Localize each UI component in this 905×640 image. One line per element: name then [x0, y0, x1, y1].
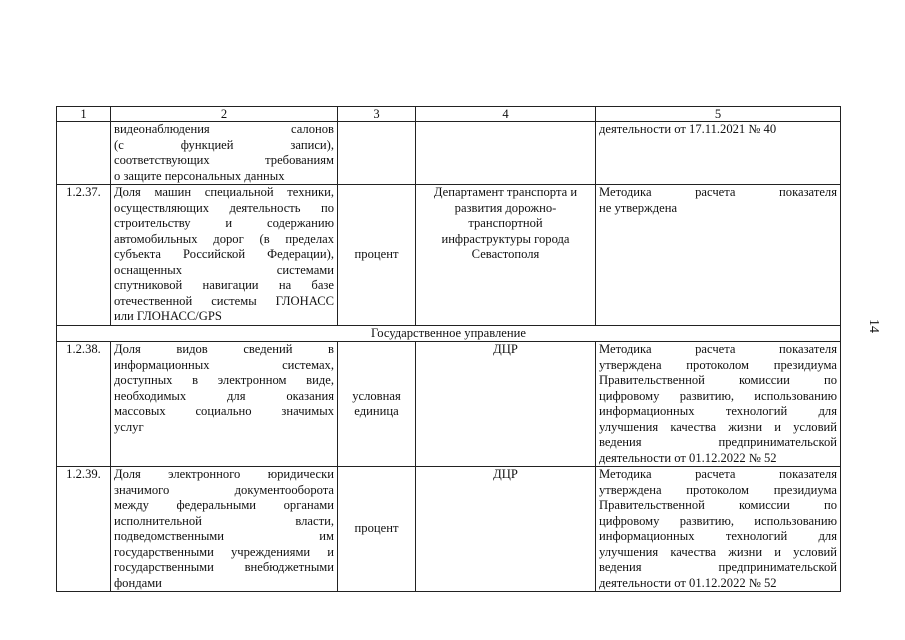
unit-cell: процент	[338, 185, 416, 326]
indicators-table	[56, 106, 841, 592]
table-header-row	[57, 107, 841, 122]
row-number: 1.2.38.	[57, 342, 111, 467]
table-row	[57, 122, 841, 185]
indicator-name: Доля видов сведений в информационных системах, доступных в электронном виде, необходимых для оказания массовых социально значимых услуг	[111, 342, 338, 467]
header-col-4: 4	[416, 107, 596, 122]
indicator-name: Доля машин специальной техники, осуществляющих деятельность по строительству и содержанию автомобильных дорог (в пределах субъекта Российской Федерации), оснащенных системами спутниковой навигации на базе отечественной системы ГЛОНАСС или ГЛОНАСС/GPS	[111, 185, 338, 326]
section-row	[57, 325, 841, 342]
unit-cell: процент	[338, 467, 416, 592]
responsible-cell: ДЦР	[416, 467, 596, 592]
methodology-cell: Методика расчета показателя не утверждена	[596, 185, 841, 326]
methodology-cell: Методика расчета показателя утверждена протоколом президиума Правительственной комиссии по цифровому развитию, использованию информационных технологий для улучшения качества жизни и условий ведения предпринимательской деятельности от 01.12.2022 № 52	[596, 342, 841, 467]
methodology-cell: Методика расчета показателя утверждена протоколом президиума Правительственной комиссии по цифровому развитию, использованию информационных технологий для улучшения качества жизни и условий ведения предпринимательской деятельности от 01.12.2022 № 52	[596, 467, 841, 592]
table-row	[57, 467, 841, 592]
page-number: 14	[866, 319, 881, 333]
unit-cell: условная единица	[338, 342, 416, 467]
indicator-name: Доля электронного юридически значимого документооборота между федеральными органами исполнительной власти, подведомственными им государственными учреждениями и государственными внебюджетными фондами	[111, 467, 338, 592]
responsible-cell: Департамент транспорта и развития дорожно- транспортной инфраструктуры города Севастополя	[416, 185, 596, 326]
header-col-1: 1	[57, 107, 111, 122]
methodology-cell: деятельности от 17.11.2021 № 40	[596, 122, 841, 185]
row-number: 1.2.39.	[57, 467, 111, 592]
header-col-3: 3	[338, 107, 416, 122]
section-title: Государственное управление	[57, 325, 841, 342]
unit-cell	[338, 122, 416, 185]
responsible-cell	[416, 122, 596, 185]
header-col-5: 5	[596, 107, 841, 122]
responsible-cell: ДЦР	[416, 342, 596, 467]
table-row	[57, 342, 841, 467]
row-number	[57, 122, 111, 185]
row-number: 1.2.37.	[57, 185, 111, 326]
header-col-2: 2	[111, 107, 338, 122]
indicator-name: видеонаблюдения салонов (с функцией записи), соответствующих требованиям о защите персональных данных	[111, 122, 338, 185]
table-row	[57, 185, 841, 326]
